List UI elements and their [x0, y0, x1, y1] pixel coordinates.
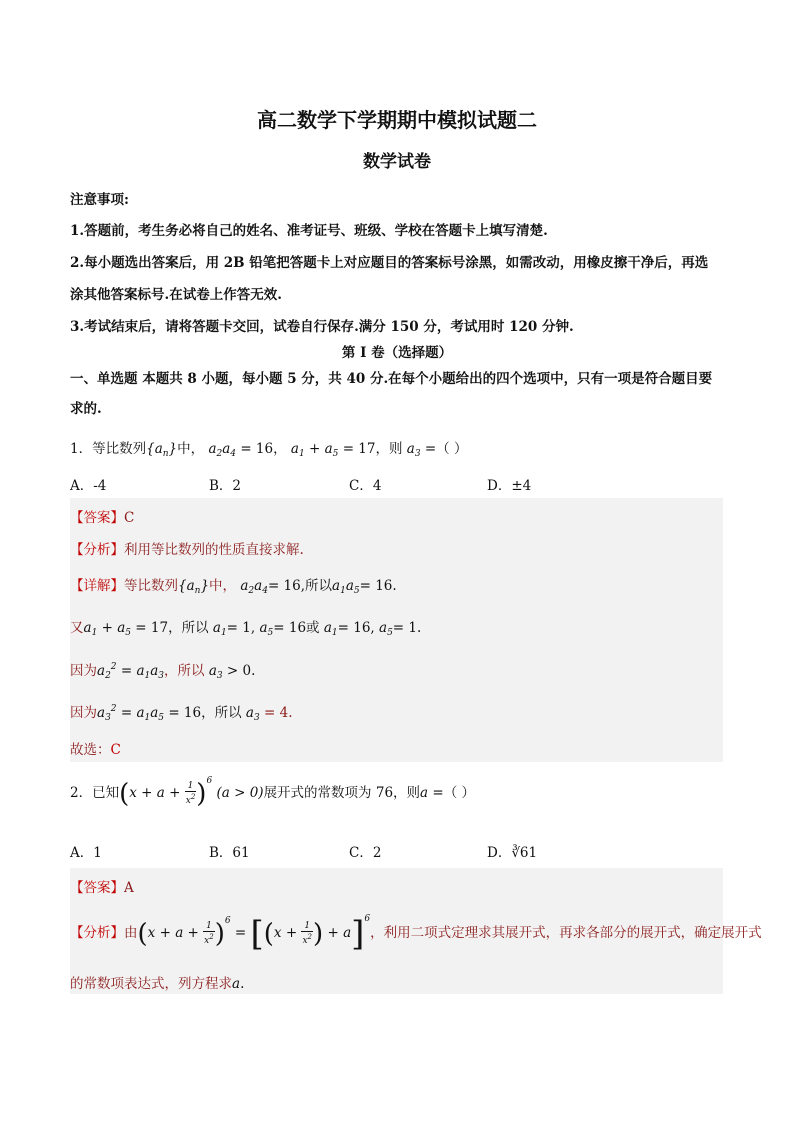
- math-a2-squared: $a_2^2$: [97, 662, 117, 681]
- question-2-analysis-line-2: [70, 972, 244, 992]
- question-1-detail-line-2: [70, 616, 421, 638]
- answer-value: C: [124, 510, 135, 526]
- binomial-expression: (x + a + $\frac{1}{x^2}$ )$^6$: [119, 776, 213, 809]
- question-1-option-d[interactable]: D．±4: [487, 478, 532, 494]
- math-a1: $a_1$: [212, 620, 227, 638]
- analysis-text: .: [240, 976, 245, 992]
- analysis-text: ，利用二项式定理求其展开式，再求各部分的展开式，确定展开式: [370, 925, 762, 941]
- question-1-detail-line-3: [70, 659, 255, 681]
- question-1-cond-1: = 16，: [240, 441, 287, 457]
- question-1-option-c[interactable]: C．4: [349, 478, 382, 494]
- notes-heading: 注意事项:: [70, 192, 129, 208]
- note-item-2-line-1: 2.每小题选出答案后，用 2B 铅笔把答题卡上对应题目的答案标号涂黑，如需改动，用橡皮擦干净后，再选: [70, 255, 709, 271]
- detail-text: = 1.: [392, 620, 422, 636]
- sequence-symbol: $\{a_n\}$: [178, 578, 210, 596]
- binomial-identity: (x + a + $\frac{1}{x^2}$ )$^6$ = [(x + $\frac{1}{x^2}$ ) + a]$^6$: [137, 913, 371, 954]
- detail-label: 【详解】: [70, 578, 124, 594]
- math-a2a4: $a_2a_4$: [240, 578, 268, 596]
- math-a5: $a_5$: [259, 620, 274, 638]
- question-1-detail-line-1: [70, 574, 397, 596]
- analysis-label: 【分析】: [70, 542, 124, 558]
- question-1-stem: [70, 437, 467, 459]
- note-item-2-line-2: 涂其他答案标号.在试卷上作答无效.: [70, 287, 282, 303]
- question-1-prefix: 1．等比数列: [70, 441, 147, 457]
- detail-text: = 17，所以: [135, 620, 209, 636]
- detail-text: =: [120, 705, 133, 721]
- question-1-tail: =（ ）: [424, 441, 468, 457]
- question-1-cond-2: = 17，则: [342, 441, 403, 457]
- section-intro-line-1: 一、单选题 本题共 8 小题，每小题 5 分，共 40 分.在每个小题给出的四个选项中，只有一项是符合题目要: [70, 371, 713, 387]
- note-item-1: 1.答题前，考生务必将自己的姓名、准考证号、班级、学校在答题卡上填写清楚.: [70, 223, 548, 239]
- detail-text: = 16，所以: [168, 705, 242, 721]
- detail-text: = 16.: [359, 578, 397, 594]
- detail-text: = 4.: [264, 705, 293, 721]
- section-title: 第 I 卷（选择题）: [341, 345, 453, 361]
- question-1-answer: [70, 506, 134, 526]
- question-2-mid: 展开式的常数项为 76，则: [263, 785, 421, 801]
- question-2-option-c[interactable]: C．2: [349, 845, 382, 861]
- question-2-analysis-line-1: [70, 913, 762, 954]
- analysis-text: 由: [124, 925, 138, 941]
- math-a1: $a_1$: [323, 620, 338, 638]
- math-a: a: [420, 785, 429, 801]
- answer-label: 【答案】: [70, 880, 124, 896]
- page-title: 高二数学下学期期中模拟试题二: [257, 108, 537, 132]
- answer-value: A: [124, 880, 134, 896]
- question-1-detail-line-4: [70, 701, 292, 723]
- math-a1a3: $a_1a_3$: [136, 663, 165, 681]
- question-1-analysis: [70, 538, 304, 558]
- conclusion-value: C: [110, 742, 121, 758]
- detail-text: = 16或: [273, 620, 320, 636]
- question-2-prefix: 2．已知: [70, 785, 120, 801]
- detail-text: 等比数列: [124, 578, 178, 594]
- detail-text: 因为: [70, 705, 97, 721]
- detail-text: 中，: [209, 578, 237, 594]
- question-2-option-b[interactable]: B．61: [209, 845, 250, 861]
- math-a1a5: $a_1a_5$: [136, 705, 165, 723]
- math-a3: $a_3$: [208, 663, 223, 681]
- page-subtitle: 数学试卷: [363, 152, 431, 172]
- detail-text: = 1,: [226, 620, 256, 636]
- detail-text: = 16,: [337, 620, 375, 636]
- detail-text: =: [120, 663, 133, 679]
- detail-text: > 0.: [226, 663, 256, 679]
- detail-text: 因为: [70, 663, 97, 679]
- detail-text: = 16,所以: [267, 578, 333, 594]
- math-a3: $a_3$: [406, 441, 421, 459]
- sequence-symbol: $\{a_n\}$: [146, 441, 178, 459]
- detail-text: ，所以: [164, 663, 205, 679]
- math-a3-squared: $a_3^2$: [97, 704, 117, 723]
- question-2-condition: (a > 0): [216, 785, 264, 801]
- analysis-text: 利用等比数列的性质直接求解.: [124, 542, 304, 558]
- question-1-conclusion: [70, 738, 121, 758]
- math-a: a: [232, 976, 241, 992]
- question-1-option-a[interactable]: A．-4: [70, 478, 107, 494]
- detail-text: 又: [70, 620, 84, 636]
- question-1-mid: 中，: [177, 441, 205, 457]
- math-a1a5: $a_1a_5$: [332, 578, 360, 596]
- question-2-answer: [70, 876, 134, 896]
- section-intro-line-2: 求的.: [70, 401, 102, 417]
- question-2-option-d[interactable]: D．∛61: [487, 845, 538, 861]
- math-a3: $a_3$: [245, 705, 260, 723]
- answer-label: 【答案】: [70, 510, 124, 526]
- math-a2a4: $a_2a_4$: [208, 441, 237, 459]
- conclusion-label: 故选：: [70, 742, 111, 758]
- question-2-tail: =（ ）: [432, 785, 476, 801]
- note-item-3: 3.考试结束后，请将答题卡交回，试卷自行保存.满分 150 分，考试用时 120 分钟.: [70, 319, 574, 335]
- math-a1-plus-a5: $a_1 + a_5$: [83, 620, 131, 638]
- question-2-option-a[interactable]: A．1: [70, 845, 102, 861]
- question-2-stem: [70, 776, 475, 807]
- math-a1-plus-a5: $a_1 + a_5$: [290, 441, 339, 459]
- analysis-label: 【分析】: [70, 925, 124, 941]
- math-a5: $a_5$: [379, 620, 393, 638]
- question-1-option-b[interactable]: B．2: [209, 478, 242, 494]
- analysis-text: 的常数项表达式，列方程求: [70, 976, 232, 992]
